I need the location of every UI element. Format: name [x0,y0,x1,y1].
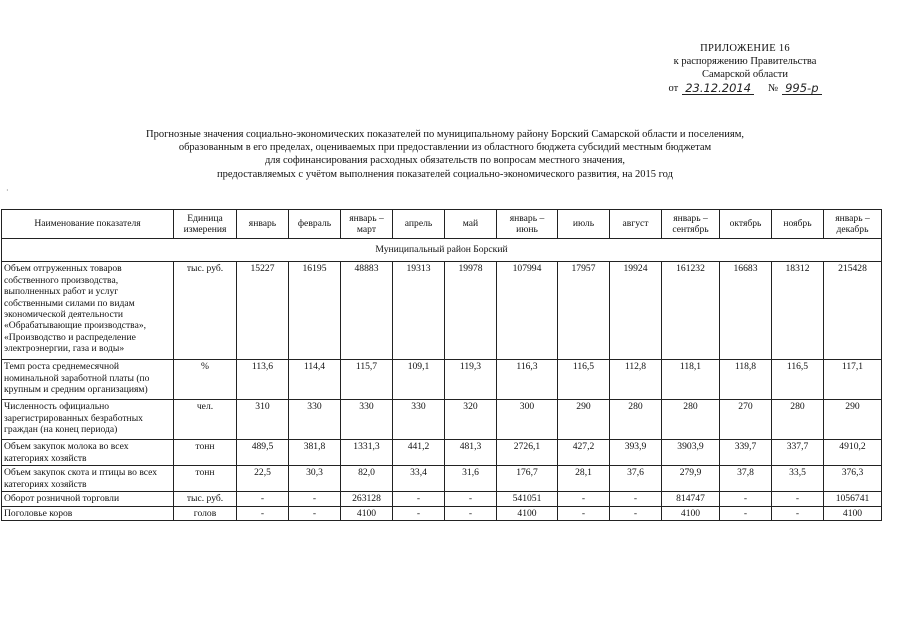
table-cell: 300 [497,400,558,440]
table-row [2,492,882,506]
number-label: № [768,83,779,94]
table-cell: 18312 [772,262,824,360]
table-cell: - [772,492,824,506]
table-cell: 393,9 [610,440,662,466]
table-cell: 2726,1 [497,440,558,466]
table-header-row [2,210,882,239]
table-cell: 290 [558,400,610,440]
table-cell: 19978 [445,262,497,360]
table-cell: 4100 [824,506,882,520]
col-header: август [610,210,662,239]
table-cell: 376,3 [824,466,882,492]
table-cell: 279,9 [662,466,720,492]
table-cell: 30,3 [289,466,341,492]
table-cell: 489,5 [237,440,289,466]
table-cell: 481,3 [445,440,497,466]
table-row [2,466,882,492]
table-cell: 118,1 [662,360,720,400]
table-cell: - [289,492,341,506]
col-header: июль [558,210,610,239]
table-row [2,262,882,360]
table-cell: 37,8 [720,466,772,492]
col-header: январь – декабрь [824,210,882,239]
table-cell: 33,4 [393,466,445,492]
table-cell: 4100 [497,506,558,520]
table-cell: 31,6 [445,466,497,492]
table-cell: 280 [772,400,824,440]
row-label: Оборот розничной торговли [2,492,174,506]
col-header: январь [237,210,289,239]
table-cell: 339,7 [720,440,772,466]
table-cell: - [610,506,662,520]
row-unit: тонн [174,466,237,492]
table-cell: - [610,492,662,506]
table-cell: 116,3 [497,360,558,400]
appendix-date-number [640,82,850,95]
table-cell: 16683 [720,262,772,360]
col-header: май [445,210,497,239]
table-cell: - [445,492,497,506]
row-label: Поголовье коров [2,506,174,520]
table-cell: - [558,506,610,520]
row-label: Объем закупок молока во всех категориях хозяйств [2,440,174,466]
table-cell: 337,7 [772,440,824,466]
heading-line-4: предоставляемых с учётом выполнения показателей социально-экономического развития, на 2015 год [217,168,673,180]
col-header: октябрь [720,210,772,239]
table-cell: 4100 [341,506,393,520]
col-header: февраль [289,210,341,239]
heading-line-3: для софинансирования расходных обязательств по вопросам местного значения, [264,155,626,167]
table-cell: 114,4 [289,360,341,400]
row-unit: голов [174,506,237,520]
region-row [2,239,882,262]
table-cell: 33,5 [772,466,824,492]
table-cell: 330 [341,400,393,440]
handwritten-number: 995-р [782,82,821,95]
table-cell: - [445,506,497,520]
table-cell: 16195 [289,262,341,360]
region-title: Муниципальный район Борский [2,239,882,262]
table-cell: 17957 [558,262,610,360]
table-row [2,360,882,400]
heading-line-2: образованным в его пределах, оцениваемых при предоставлении из областного бюджета субсидий местным бюджетам [178,142,712,154]
table-cell: 115,7 [341,360,393,400]
table-cell: 19313 [393,262,445,360]
table-cell: 107994 [497,262,558,360]
table-row [2,506,882,520]
table-cell: 263128 [341,492,393,506]
table-cell: - [558,492,610,506]
col-header: Единица измерения [174,210,237,239]
row-label: Объем отгруженных товаров собственного производства, выполненных работ и услуг собственными силами по видам экономической деятельности «Обрабатывающие производства», «Производство и распределение электроэнергии, газа и воды» [2,262,174,360]
table-cell: 4910,2 [824,440,882,466]
table-cell: - [772,506,824,520]
appendix-block [640,42,850,95]
from-label: от [668,83,679,94]
table-cell: 280 [662,400,720,440]
col-header: январь – март [341,210,393,239]
table-row [2,400,882,440]
table-cell: 1331,3 [341,440,393,466]
row-unit: тыс. руб. [174,262,237,360]
table-cell: 19924 [610,262,662,360]
table-cell: 22,5 [237,466,289,492]
table-cell: - [289,506,341,520]
table-cell: 117,1 [824,360,882,400]
table-cell: 118,8 [720,360,772,400]
table-cell: 330 [289,400,341,440]
table-cell: 116,5 [772,360,824,400]
table-cell: 113,6 [237,360,289,400]
col-header: январь – сентябрь [662,210,720,239]
table-cell: 427,2 [558,440,610,466]
table-cell: - [237,492,289,506]
table-cell: - [393,492,445,506]
table-cell: - [720,506,772,520]
table-cell: 109,1 [393,360,445,400]
appendix-line-1: к распоряжению Правительства [673,56,817,67]
row-unit: тонн [174,440,237,466]
table-cell: 176,7 [497,466,558,492]
col-header: апрель [393,210,445,239]
table-cell: 270 [720,400,772,440]
table-cell: - [393,506,445,520]
table-cell: 1056741 [824,492,882,506]
table-cell: 814747 [662,492,720,506]
col-header: январь – июнь [497,210,558,239]
table-cell: 330 [393,400,445,440]
table-cell: 15227 [237,262,289,360]
row-label: Численность официально зарегистрированных безработных граждан (на конец периода) [2,400,174,440]
row-unit: % [174,360,237,400]
table-cell: 320 [445,400,497,440]
scan-speck: · [6,186,9,195]
table-cell: 82,0 [341,466,393,492]
appendix-line-2: Самарской области [702,69,788,80]
handwritten-date: 23.12.2014 [682,82,754,95]
table-cell: - [720,492,772,506]
table-cell: 112,8 [610,360,662,400]
table-cell: 441,2 [393,440,445,466]
table-cell: 28,1 [558,466,610,492]
table-cell: 48883 [341,262,393,360]
document-heading [60,128,830,181]
col-header: ноябрь [772,210,824,239]
table-cell: 215428 [824,262,882,360]
row-unit: тыс. руб. [174,492,237,506]
col-header: Наименование показателя [2,210,174,239]
table-cell: 3903,9 [662,440,720,466]
table-cell: 541051 [497,492,558,506]
indicators-table [1,209,882,521]
table-cell: 381,8 [289,440,341,466]
table-cell: 119,3 [445,360,497,400]
table-cell: 290 [824,400,882,440]
table-row [2,440,882,466]
row-label: Темп роста среднемесячной номинальной заработной платы (по крупным и средним организациям) [2,360,174,400]
table-cell: 116,5 [558,360,610,400]
table-cell: - [237,506,289,520]
table-cell: 310 [237,400,289,440]
heading-line-1: Прогнозные значения социально-экономических показателей по муниципальному району Борский Самарской области и поселениям, [146,129,744,140]
table-cell: 37,6 [610,466,662,492]
row-label: Объем закупок скота и птицы во всех категориях хозяйств [2,466,174,492]
row-unit: чел. [174,400,237,440]
table-cell: 280 [610,400,662,440]
table-cell: 4100 [662,506,720,520]
table-cell: 161232 [662,262,720,360]
appendix-title: ПРИЛОЖЕНИЕ 16 [700,43,790,54]
